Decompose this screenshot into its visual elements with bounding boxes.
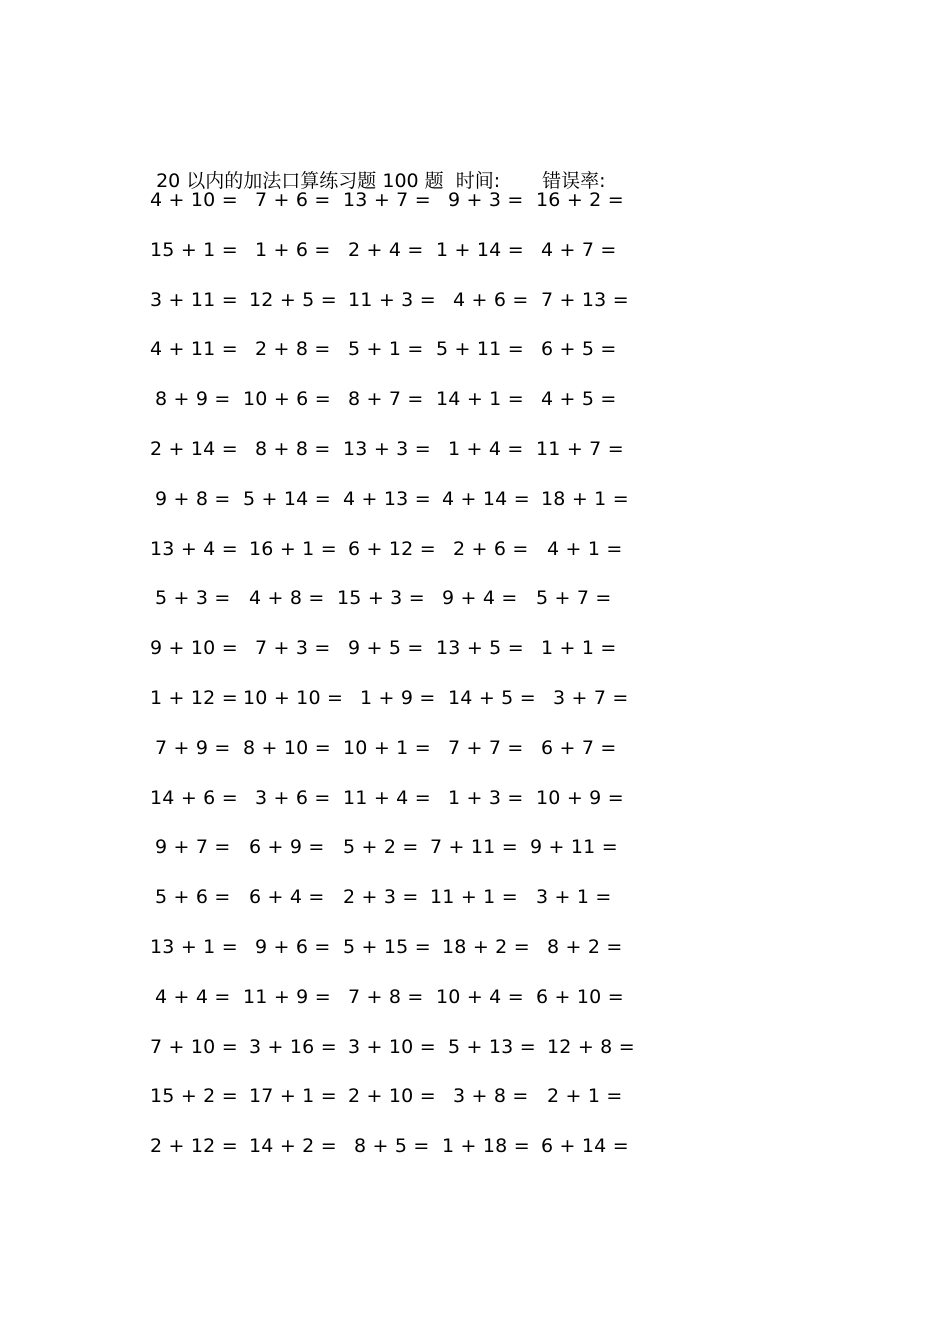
addition-problem: 1 + 1 =	[541, 637, 617, 660]
addition-problem: 10 + 1 =	[343, 736, 431, 759]
addition-problem: 9 + 6 =	[255, 936, 331, 958]
addition-problem: 3 + 11 =	[150, 288, 238, 311]
addition-problem: 7 + 7 =	[448, 736, 524, 759]
addition-problem: 14 + 6 =	[150, 786, 238, 809]
addition-problem: 3 + 16 =	[249, 1035, 337, 1058]
problem-row	[0, 683, 950, 713]
addition-problem: 6 + 5 =	[541, 338, 617, 361]
addition-problem: 2 + 14 =	[150, 438, 238, 460]
addition-problem: 9 + 8 =	[155, 487, 231, 510]
addition-problem: 14 + 2 =	[249, 1135, 337, 1158]
addition-problem: 5 + 1 =	[348, 338, 424, 361]
addition-problem: 9 + 10 =	[150, 637, 238, 660]
addition-problem: 13 + 5 =	[436, 637, 524, 660]
addition-problem: 6 + 7 =	[541, 736, 617, 759]
addition-problem: 14 + 1 =	[436, 388, 524, 411]
addition-problem: 9 + 11 =	[530, 836, 618, 859]
problem-row	[0, 235, 950, 265]
problem-row	[0, 583, 950, 613]
addition-problem: 4 + 11 =	[150, 338, 238, 361]
addition-problem: 11 + 1 =	[430, 886, 518, 909]
problem-row	[0, 1032, 950, 1062]
addition-problem: 3 + 10 =	[348, 1035, 436, 1058]
addition-problem: 6 + 14 =	[541, 1135, 629, 1158]
addition-problem: 5 + 15 =	[343, 936, 431, 958]
addition-problem: 7 + 13 =	[541, 288, 629, 311]
problem-row	[0, 832, 950, 862]
addition-problem: 4 + 1 =	[547, 537, 623, 560]
addition-problem: 16 + 1 =	[249, 537, 337, 560]
addition-problem: 10 + 10 =	[243, 687, 344, 709]
addition-problem: 2 + 3 =	[343, 886, 419, 909]
addition-problem: 15 + 3 =	[337, 587, 425, 610]
problem-row	[0, 1131, 950, 1161]
problem-row	[0, 534, 950, 564]
addition-problem: 4 + 13 =	[343, 487, 431, 510]
problem-row	[0, 733, 950, 763]
addition-problem: 13 + 1 =	[150, 936, 238, 958]
problem-row	[0, 932, 950, 962]
problem-row	[0, 783, 950, 813]
addition-problem: 11 + 9 =	[243, 985, 331, 1008]
addition-problem: 2 + 12 =	[150, 1135, 238, 1158]
addition-problem: 9 + 5 =	[348, 637, 424, 660]
addition-problem: 1 + 3 =	[448, 786, 524, 809]
addition-problem: 8 + 10 =	[243, 736, 331, 759]
addition-problem: 2 + 8 =	[255, 338, 331, 361]
addition-problem: 13 + 7 =	[343, 189, 431, 211]
addition-problem: 5 + 14 =	[243, 487, 331, 510]
time-label: 时间:	[455, 170, 501, 192]
error-rate-label: 错误率:	[542, 170, 606, 192]
addition-problem: 6 + 12 =	[348, 537, 436, 560]
addition-problem: 5 + 6 =	[155, 886, 231, 909]
addition-problem: 7 + 10 =	[150, 1035, 238, 1058]
addition-problem: 6 + 10 =	[536, 985, 624, 1008]
addition-problem: 2 + 1 =	[547, 1085, 623, 1108]
title-heading: 20 以内的加法口算练习题 100 题	[156, 170, 444, 192]
addition-problem: 17 + 1 =	[249, 1085, 337, 1108]
addition-problem: 18 + 1 =	[541, 487, 629, 510]
addition-problem: 5 + 2 =	[343, 836, 419, 859]
addition-problem: 11 + 7 =	[536, 438, 624, 460]
addition-problem: 4 + 7 =	[541, 238, 617, 261]
problem-row	[0, 384, 950, 414]
addition-problem: 8 + 5 =	[354, 1135, 430, 1158]
addition-problem: 13 + 3 =	[343, 438, 431, 460]
problem-row	[0, 982, 950, 1012]
addition-problem: 4 + 10 =	[150, 189, 238, 211]
addition-problem: 8 + 2 =	[547, 936, 623, 958]
addition-problem: 3 + 8 =	[453, 1085, 529, 1108]
addition-problem: 4 + 6 =	[453, 288, 529, 311]
addition-problem: 8 + 7 =	[348, 388, 424, 411]
problem-row	[0, 334, 950, 364]
addition-problem: 1 + 12 =	[150, 687, 238, 709]
addition-problem: 5 + 7 =	[536, 587, 612, 610]
addition-problem: 12 + 8 =	[547, 1035, 635, 1058]
addition-problem: 15 + 2 =	[150, 1085, 238, 1108]
addition-problem: 8 + 8 =	[255, 438, 331, 460]
addition-problem: 9 + 3 =	[448, 189, 524, 211]
addition-problem: 10 + 6 =	[243, 388, 331, 411]
addition-problem: 5 + 13 =	[448, 1035, 536, 1058]
addition-problem: 18 + 2 =	[442, 936, 530, 958]
addition-problem: 3 + 7 =	[553, 687, 629, 709]
addition-problem: 5 + 11 =	[436, 338, 524, 361]
addition-problem: 7 + 11 =	[430, 836, 518, 859]
addition-problem: 4 + 5 =	[541, 388, 617, 411]
addition-problem: 10 + 9 =	[536, 786, 624, 809]
addition-problem: 6 + 4 =	[249, 886, 325, 909]
addition-problem: 3 + 6 =	[255, 786, 331, 809]
problem-row	[0, 1081, 950, 1111]
problem-row	[0, 484, 950, 514]
addition-problem: 1 + 9 =	[360, 687, 436, 709]
addition-problem: 2 + 4 =	[348, 238, 424, 261]
problem-row	[0, 434, 950, 464]
addition-problem: 7 + 9 =	[155, 736, 231, 759]
problem-row	[0, 882, 950, 912]
problem-row	[0, 185, 950, 215]
addition-problem: 12 + 5 =	[249, 288, 337, 311]
addition-problem: 2 + 10 =	[348, 1085, 436, 1108]
addition-problem: 8 + 9 =	[155, 388, 231, 411]
addition-problem: 7 + 3 =	[255, 637, 331, 660]
addition-problem: 6 + 9 =	[249, 836, 325, 859]
addition-problem: 10 + 4 =	[436, 985, 524, 1008]
addition-problem: 16 + 2 =	[536, 189, 624, 211]
problem-row	[0, 285, 950, 315]
addition-problem: 9 + 7 =	[155, 836, 231, 859]
addition-problem: 14 + 5 =	[448, 687, 536, 709]
addition-problem: 2 + 6 =	[453, 537, 529, 560]
addition-problem: 5 + 3 =	[155, 587, 231, 610]
addition-problem: 13 + 4 =	[150, 537, 238, 560]
addition-problem: 7 + 8 =	[348, 985, 424, 1008]
addition-problem: 4 + 8 =	[249, 587, 325, 610]
addition-problem: 4 + 4 =	[155, 985, 231, 1008]
addition-problem: 7 + 6 =	[255, 189, 331, 211]
addition-problem: 4 + 14 =	[442, 487, 530, 510]
addition-problem: 15 + 1 =	[150, 238, 238, 261]
addition-problem: 1 + 6 =	[255, 238, 331, 261]
addition-problem: 3 + 1 =	[536, 886, 612, 909]
addition-problem: 1 + 14 =	[436, 238, 524, 261]
addition-problem: 1 + 4 =	[448, 438, 524, 460]
addition-problem: 11 + 3 =	[348, 288, 436, 311]
addition-problem: 11 + 4 =	[343, 786, 431, 809]
addition-problem: 1 + 18 =	[442, 1135, 530, 1158]
addition-problem: 9 + 4 =	[442, 587, 518, 610]
problem-row	[0, 633, 950, 663]
